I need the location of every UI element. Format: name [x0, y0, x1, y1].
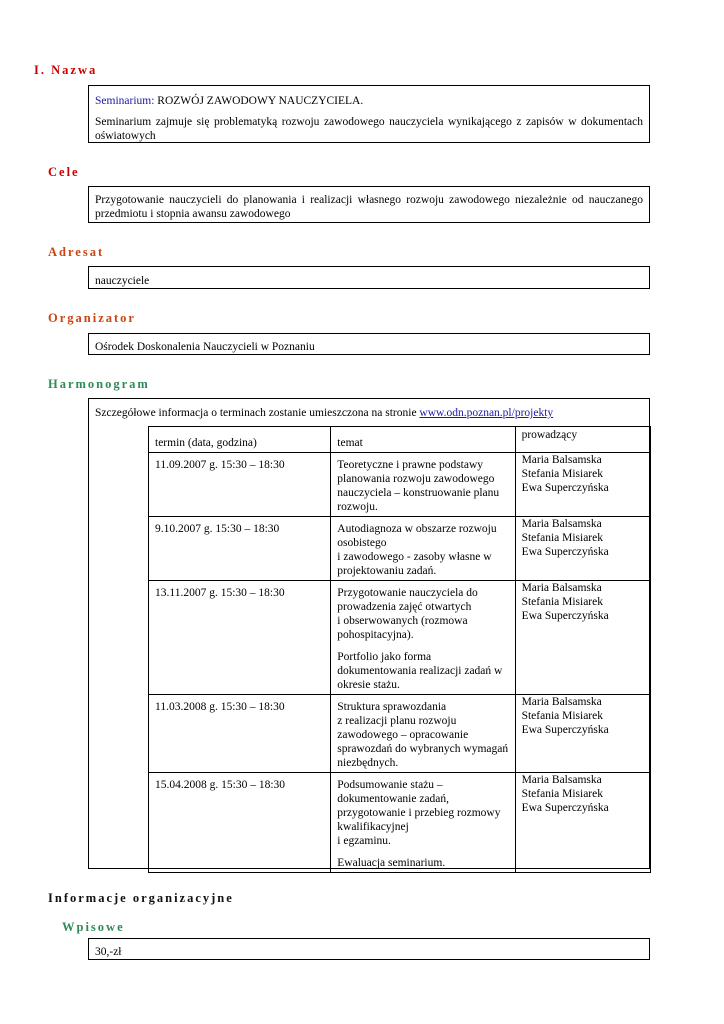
instructor-name: Maria Balsamska: [521, 696, 602, 708]
temat-paragraph: Przygotowanie nauczyciela do prowadzenia zajęć otwartych i obserwowanych (rozmowa pohospitacyjna).: [337, 587, 478, 641]
section-heading-informacje: Informacje organizacyjne: [48, 891, 234, 905]
cell-termin: 9.10.2007 g. 15:30 – 18:30: [149, 517, 331, 581]
temat-paragraph: Teoretyczne i prawne podstawy planowania rozwoju zawodowego nauczyciela – konstruowanie planu rozwoju.: [337, 459, 500, 513]
cell-prowadzacy: [515, 453, 650, 517]
wpisowe-value: 30,-zł: [95, 946, 122, 958]
schedule-table: [148, 426, 651, 873]
nazwa-box: [88, 85, 650, 143]
section-heading-nazwa: I. Nazwa: [34, 63, 98, 77]
instructor-name: Maria Balsamska: [521, 582, 602, 594]
section-heading-adresat: Adresat: [48, 245, 105, 259]
instructor-name: Ewa Superczyńska: [521, 724, 609, 736]
table-row: [149, 581, 651, 695]
temat-paragraph: Autodiagnoza w obszarze rozwoju osobistego i zawodowego - zasoby własne w projektowaniu zadań.: [337, 523, 497, 577]
cell-temat: [331, 695, 515, 773]
column-header-temat: temat: [331, 427, 515, 453]
instructor-name: Stefania Misiarek: [521, 710, 603, 722]
cell-prowadzacy: [515, 581, 650, 695]
seminar-title-line: [95, 94, 643, 108]
cell-termin: 15.04.2008 g. 15:30 – 18:30: [149, 773, 331, 873]
cell-temat: [331, 453, 515, 517]
instructor-name: Maria Balsamska: [521, 518, 602, 530]
temat-paragraph: Struktura sprawozdania z realizacji planu rozwoju zawodowego – opracowanie sprawozdań do wybranych wymagań niezbędnych.: [337, 701, 509, 769]
instructor-name: Maria Balsamska: [521, 454, 602, 466]
table-header-row: [149, 427, 651, 453]
table-row: [149, 517, 651, 581]
organizator-box: [88, 333, 650, 355]
instructor-name: Ewa Superczyńska: [521, 482, 609, 494]
section-heading-wpisowe: Wpisowe: [62, 920, 125, 934]
cell-prowadzacy: [515, 695, 650, 773]
wpisowe-box: [88, 938, 650, 960]
cele-text: Przygotowanie nauczycieli do planowania i realizacji własnego rozwoju zawodowego niezależnie od nauczanego przedmiotu i stopnia awansu zawodowego: [95, 194, 643, 220]
cell-temat: [331, 773, 515, 873]
instructor-name: Stefania Misiarek: [521, 532, 603, 544]
instructor-name: Stefania Misiarek: [521, 468, 603, 480]
projects-link[interactable]: www.odn.poznan.pl/projekty: [419, 407, 554, 419]
table-row: [149, 453, 651, 517]
section-heading-organizator: Organizator: [48, 311, 136, 325]
instructor-name: Ewa Superczyńska: [521, 610, 609, 622]
table-row: [149, 773, 651, 873]
instructor-name: Stefania Misiarek: [521, 788, 603, 800]
cell-prowadzacy: [515, 517, 650, 581]
column-header-prowadzacy: prowadzący: [515, 427, 650, 453]
section-heading-cele: Cele: [48, 165, 80, 179]
seminar-prefix: Seminarium:: [95, 95, 155, 107]
instructor-name: Ewa Superczyńska: [521, 802, 609, 814]
cell-termin: 13.11.2007 g. 15:30 – 18:30: [149, 581, 331, 695]
instructor-name: Stefania Misiarek: [521, 596, 603, 608]
cell-temat: [331, 581, 515, 695]
adresat-box: [88, 266, 650, 289]
temat-paragraph: Portfolio jako forma dokumentowania realizacji zadań w okresie stażu.: [337, 651, 503, 691]
section-heading-harmonogram: Harmonogram: [48, 377, 150, 391]
seminar-description: Seminarium zajmuje się problematyką rozwoju zawodowego nauczyciela wynikającego z zapisów w dokumentach oświatowych: [95, 116, 643, 142]
cell-temat: [331, 517, 515, 581]
cele-box: [88, 186, 650, 223]
cell-prowadzacy: [515, 773, 650, 873]
seminar-title: ROZWÓJ ZAWODOWY NAUCZYCIELA.: [154, 95, 364, 107]
adresat-text: nauczyciele: [95, 275, 150, 287]
temat-paragraph: Podsumowanie stażu – dokumentowanie zadań, przygotowanie i przebieg rozmowy kwalifikacyjnej i egzaminu.: [337, 779, 501, 847]
cell-termin: 11.09.2007 g. 15:30 – 18:30: [149, 453, 331, 517]
organizator-text: Ośrodek Doskonalenia Nauczycieli w Poznaniu: [95, 341, 315, 353]
column-header-termin: termin (data, godzina): [149, 427, 331, 453]
cell-termin: 11.03.2008 g. 15:30 – 18:30: [149, 695, 331, 773]
instructor-name: Maria Balsamska: [521, 774, 602, 786]
harmonogram-intro: Szczegółowe informacja o terminach zostanie umieszczona na stronie: [95, 407, 420, 419]
instructor-name: Ewa Superczyńska: [521, 546, 609, 558]
table-row: [149, 695, 651, 773]
harmonogram-intro-line: [95, 406, 643, 420]
temat-paragraph: Ewaluacja seminarium.: [337, 857, 446, 869]
